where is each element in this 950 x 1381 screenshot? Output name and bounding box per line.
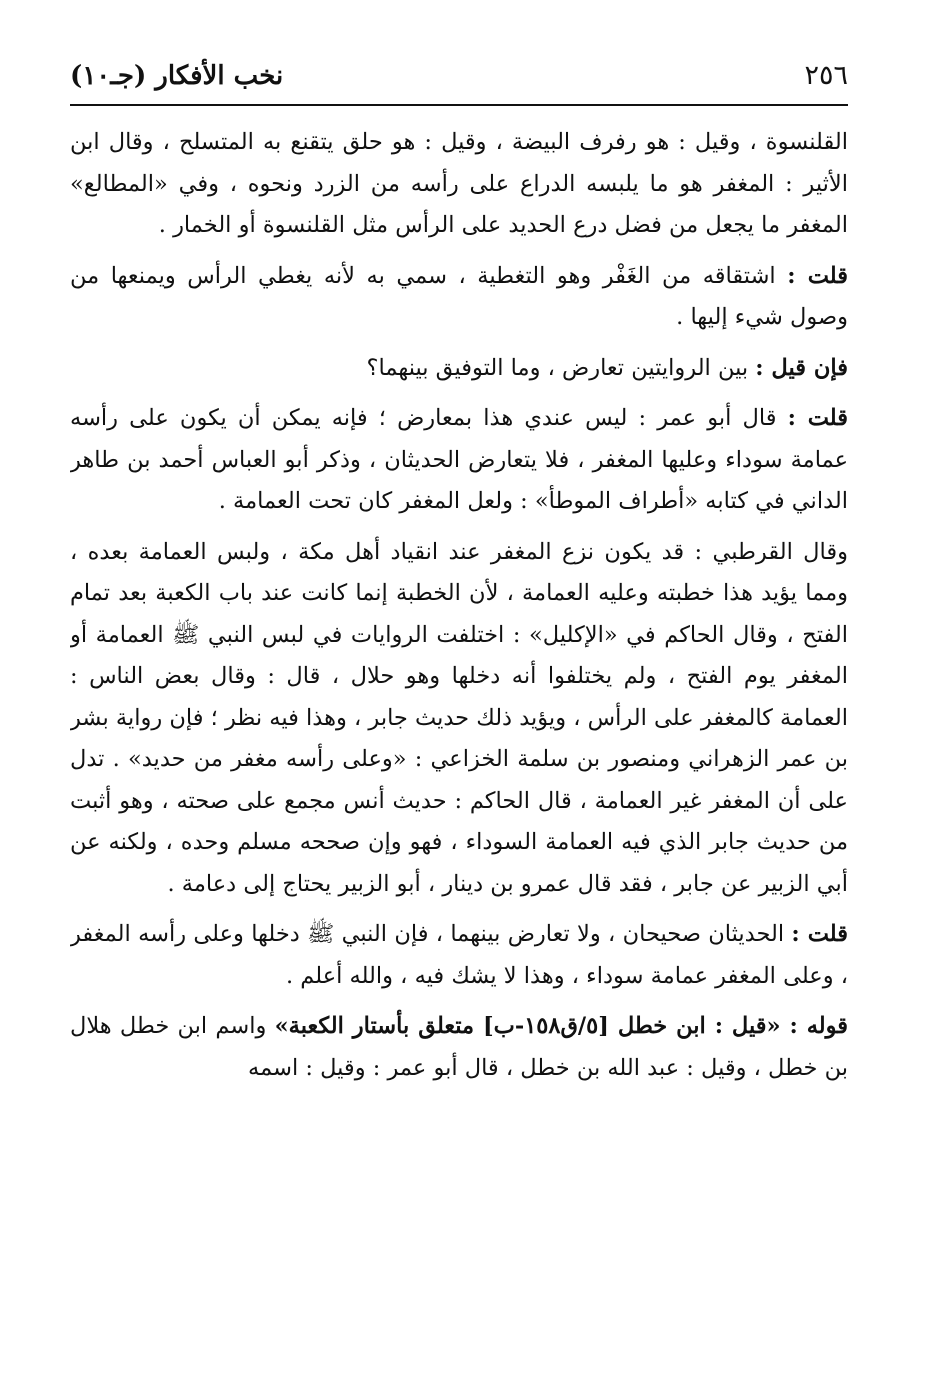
paragraph-text: بين الروايتين تعارض ، وما التوفيق بينهما؟ — [366, 354, 756, 381]
running-title: نخب الأفكار (جـ١٠) — [70, 61, 284, 91]
paragraph-lead: قلت : — [791, 921, 848, 947]
paragraph — [70, 122, 848, 247]
paragraph-text: القلنسوة ، وقيل : هو رفرف البيضة ، وقيل : هو حلق يتقنع به المتسلح ، وقال ابن الأثير : المغفر هو ما يلبسه الدراع على رأسه من الزرد ونحوه ، وفي «المطالع» المغفر ما يجعل من فضل درع الحديد على الرأس مثل القلنسوة أو الخمار . — [70, 129, 848, 238]
paragraph-text: الحديثان صحيحان ، ولا تعارض بينهما ، فإن النبي ﷺ دخلها وعلى رأسه المغفر ، وعلى المغفر عمامة سوداء ، وهذا لا يشك فيه ، والله أعلم . — [70, 921, 848, 989]
paragraph-text: قال أبو عمر : ليس عندي هذا بمعارض ؛ فإنه يمكن أن يكون على رأسه عمامة سوداء وعليها المغفر ، فلا يتعارض الحديثان ، وذكر أبو العباس أحمد بن طاهر الداني في كتابه «أطراف الموطأ» : ولعل المغفر كان تحت العمامة . — [70, 405, 848, 514]
paragraph-text: وقال القرطبي : قد يكون نزع المغفر عند انقياد أهل مكة ، ولبس العمامة بعده ، ومما يؤيد هذا خطبته وعليه العمامة ، لأن الخطبة إنما كانت عند باب الكعبة بعد تمام الفتح ، وقال الحاكم في «الإكليل» : اختلفت الروايات في لبس النبي ﷺ العمامة أو المغفر يوم الفتح ، ولم يختلفوا أنه دخلها وهو حلال ، قال : وقال بعض الناس : العمامة كالمغفر على الرأس ، ويؤيد ذلك حديث جابر ، وهذا فيه نظر ؛ فإن رواية بشر بن عمر الزهراني ومنصور بن سلمة الخزاعي : «وعلى رأسه مغفر من حديد» . تدل على أن المغفر غير العمامة ، قال الحاكم : حديث أنس مجمع على صحته ، وهو أثبت من حديث جابر الذي فيه العمامة السوداء ، فهو وإن صححه مسلم وحده ، ولكنه عن أبي الزبير عن جابر ، فقد قال عمرو بن دينار ، أبو الزبير يحتاج إلى دعامة . — [70, 538, 848, 897]
paragraph — [70, 256, 848, 339]
header-rule — [70, 104, 848, 106]
paragraph — [70, 1006, 848, 1089]
paragraph-lead: قلت : — [787, 405, 848, 431]
page-number: ٢٥٦ — [804, 60, 848, 91]
paragraph-lead: قوله : «قيل : ابن خطل [٥/ق١٥٨-ب] متعلق بأستار الكعبة» — [274, 1013, 848, 1039]
paragraph-lead: قلت : — [787, 262, 848, 289]
paragraph-text: اشتقاقه من الغَفْر وهو التغطية ، سمي به لأنه يغطي الرأس ويمنعها من وصول شيء إليها . — [70, 262, 848, 330]
paragraph — [70, 398, 848, 523]
paragraph — [70, 532, 848, 906]
paragraph-lead: فإن قيل : — [755, 354, 848, 381]
paragraph — [70, 348, 848, 390]
page-header — [70, 56, 848, 96]
page-body — [70, 122, 848, 1362]
paragraph-text: واسم ابن خطل هلال بن خطل ، وقيل : عبد الله بن خطل ، قال أبو عمر : وقيل : اسمه — [70, 1013, 848, 1081]
paragraph — [70, 914, 848, 997]
